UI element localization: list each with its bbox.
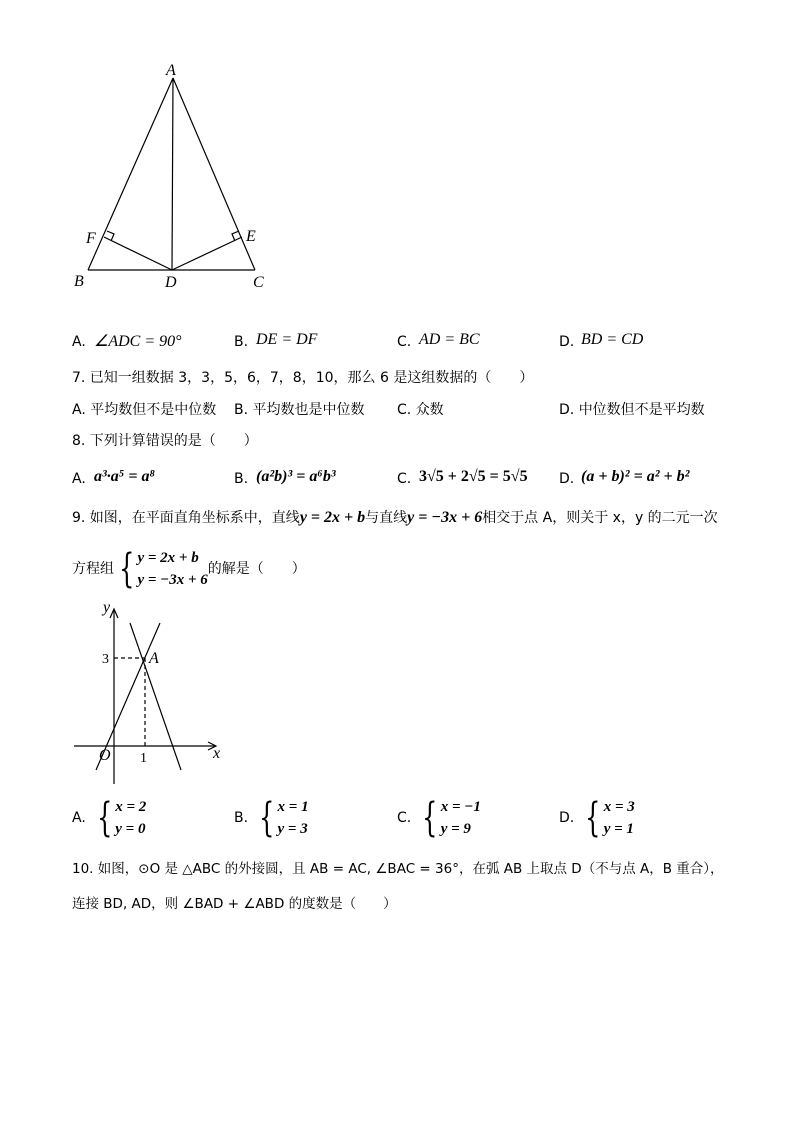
q9-option-a-x: x = 2: [115, 799, 147, 815]
q7-option-c: [397, 401, 444, 419]
q9-option-d-system: [580, 796, 635, 840]
segment-de: [172, 237, 242, 270]
segment-ac: [173, 78, 255, 270]
tick-label-x-1: 1: [140, 751, 147, 766]
q9-option-c-x: x = −1: [440, 799, 481, 815]
q9-option-d: [559, 796, 635, 840]
q8-option-a-letter: A.: [72, 471, 86, 487]
q9-line2-equation: y = −3x + 6: [407, 509, 483, 526]
q7-option-d-text: 中位数但不是平均数: [578, 402, 705, 418]
q7-option-a-text: 平均数但不是中位数: [90, 402, 217, 418]
line-y-neg3x-plus-6: [130, 623, 181, 770]
q9-stem-line1: [72, 509, 718, 527]
left-brace-icon: {: [259, 795, 275, 841]
vertex-label-f: F: [86, 230, 96, 247]
q7-option-b-letter: B.: [234, 402, 249, 418]
q7-option-c-text: 众数: [415, 402, 444, 418]
q6-option-a-letter: A.: [72, 334, 86, 350]
tick-label-y-3: 3: [102, 652, 109, 667]
vertex-label-e: E: [246, 228, 256, 245]
q7-option-a: [72, 401, 216, 419]
left-brace-icon: {: [422, 795, 438, 841]
q9-coordinate-figure: [70, 598, 230, 788]
q7-option-d-letter: D.: [559, 402, 575, 418]
vertex-label-d: D: [165, 274, 177, 291]
q9-option-d-y: y = 1: [603, 821, 634, 837]
q9-option-c-letter: C.: [397, 810, 412, 826]
q6-option-b-text: DE = DF: [256, 331, 318, 348]
q6-option-d-letter: D.: [559, 334, 575, 350]
q9-option-c: [397, 796, 481, 840]
q7-option-b: [234, 401, 365, 419]
segment-ab: [88, 78, 173, 270]
q9-option-b-y: y = 3: [277, 821, 308, 837]
q7-stem: 7. 已知一组数据 3，3，5，6，7，8，10，那么 6 是这组数据的（ ）: [72, 370, 534, 386]
q9-option-b-letter: B.: [234, 810, 249, 826]
q8-option-c-letter: C.: [397, 471, 412, 487]
origin-label: O: [99, 747, 111, 764]
left-brace-icon: {: [96, 795, 113, 841]
vertex-label-b: B: [74, 273, 84, 290]
q8-option-a-text: a³·a⁵ = a⁸: [94, 468, 156, 485]
q9-line1-equation: y = 2x + b: [299, 509, 366, 526]
y-axis-label: y: [103, 599, 111, 616]
q9-option-b: [234, 796, 309, 840]
q6-option-c-letter: C.: [397, 334, 412, 350]
q9-option-c-system: [417, 796, 481, 840]
q8-option-d-text: (a + b)² = a² + b²: [581, 468, 690, 485]
q6-option-c-text: AD = BC: [419, 331, 480, 348]
q7-option-b-text: 平均数也是中位数: [252, 402, 365, 418]
q9-option-b-system: [254, 796, 309, 840]
q9-option-a-system: [92, 796, 147, 840]
q9-option-d-x: x = 3: [603, 799, 635, 815]
q7-option-c-letter: C.: [397, 402, 412, 418]
q10-stem-line1: 10. 如图，⊙O 是 △ABC 的外接圆，且 AB = AC, ∠BAC = 36°，在弧 AB 上取点 D（不与点 A，B 重合），: [72, 861, 724, 877]
q9-stem-part3: 相交于点 A，则关于 x，y 的二元一次: [482, 510, 718, 526]
q9-system-eq1: y = 2x + b: [137, 550, 199, 566]
q7-option-d: [559, 401, 705, 419]
q9-stem-part2: 与直线: [365, 510, 408, 526]
vertex-label-c: C: [253, 274, 264, 291]
triangle-figure: [60, 55, 290, 300]
left-brace-icon: {: [585, 795, 601, 841]
q9-option-c-y: y = 9: [440, 821, 471, 837]
q8-option-b-letter: B.: [234, 471, 249, 487]
q8-option-b-text: (a²b)³ = a⁶b³: [256, 468, 336, 485]
q9-option-d-letter: D.: [559, 810, 575, 826]
segment-df: [104, 237, 172, 270]
q8-stem: 8. 下列计算错误的是（ ）: [72, 433, 258, 449]
q6-option-d-text: BD = CD: [581, 331, 644, 348]
segment-ad: [172, 78, 173, 270]
q9-stem-line2: [72, 547, 306, 591]
q9-option-a-letter: A.: [72, 810, 86, 826]
q9-option-b-x: x = 1: [277, 799, 309, 815]
q8-option-d-letter: D.: [559, 471, 575, 487]
q9-stem-prefix: 方程组: [72, 561, 114, 577]
point-label-a: A: [149, 650, 159, 667]
q9-option-a: [72, 796, 146, 840]
q7-option-a-letter: A.: [72, 402, 86, 418]
q10-stem-line2: 连接 BD, AD，则 ∠BAD + ∠ABD 的度数是（ ）: [72, 896, 397, 912]
q9-stem-suffix: 的解是（ ）: [207, 561, 306, 577]
q6-option-a-text: ∠ADC = 90°: [94, 333, 182, 350]
q6-option-b-letter: B.: [234, 334, 249, 350]
q8-option-c-text: 3√5 + 2√5 = 5√5: [419, 468, 528, 485]
x-axis-label: x: [213, 745, 221, 762]
q9-stem-part1: 9. 如图，在平面直角坐标系中，直线: [72, 510, 300, 526]
q9-system-eq2: y = −3x + 6: [137, 572, 208, 588]
left-brace-icon: {: [119, 546, 135, 592]
q9-equation-system: [114, 547, 208, 591]
q9-option-a-y: y = 0: [115, 821, 146, 837]
vertex-label-a: A: [166, 62, 176, 79]
